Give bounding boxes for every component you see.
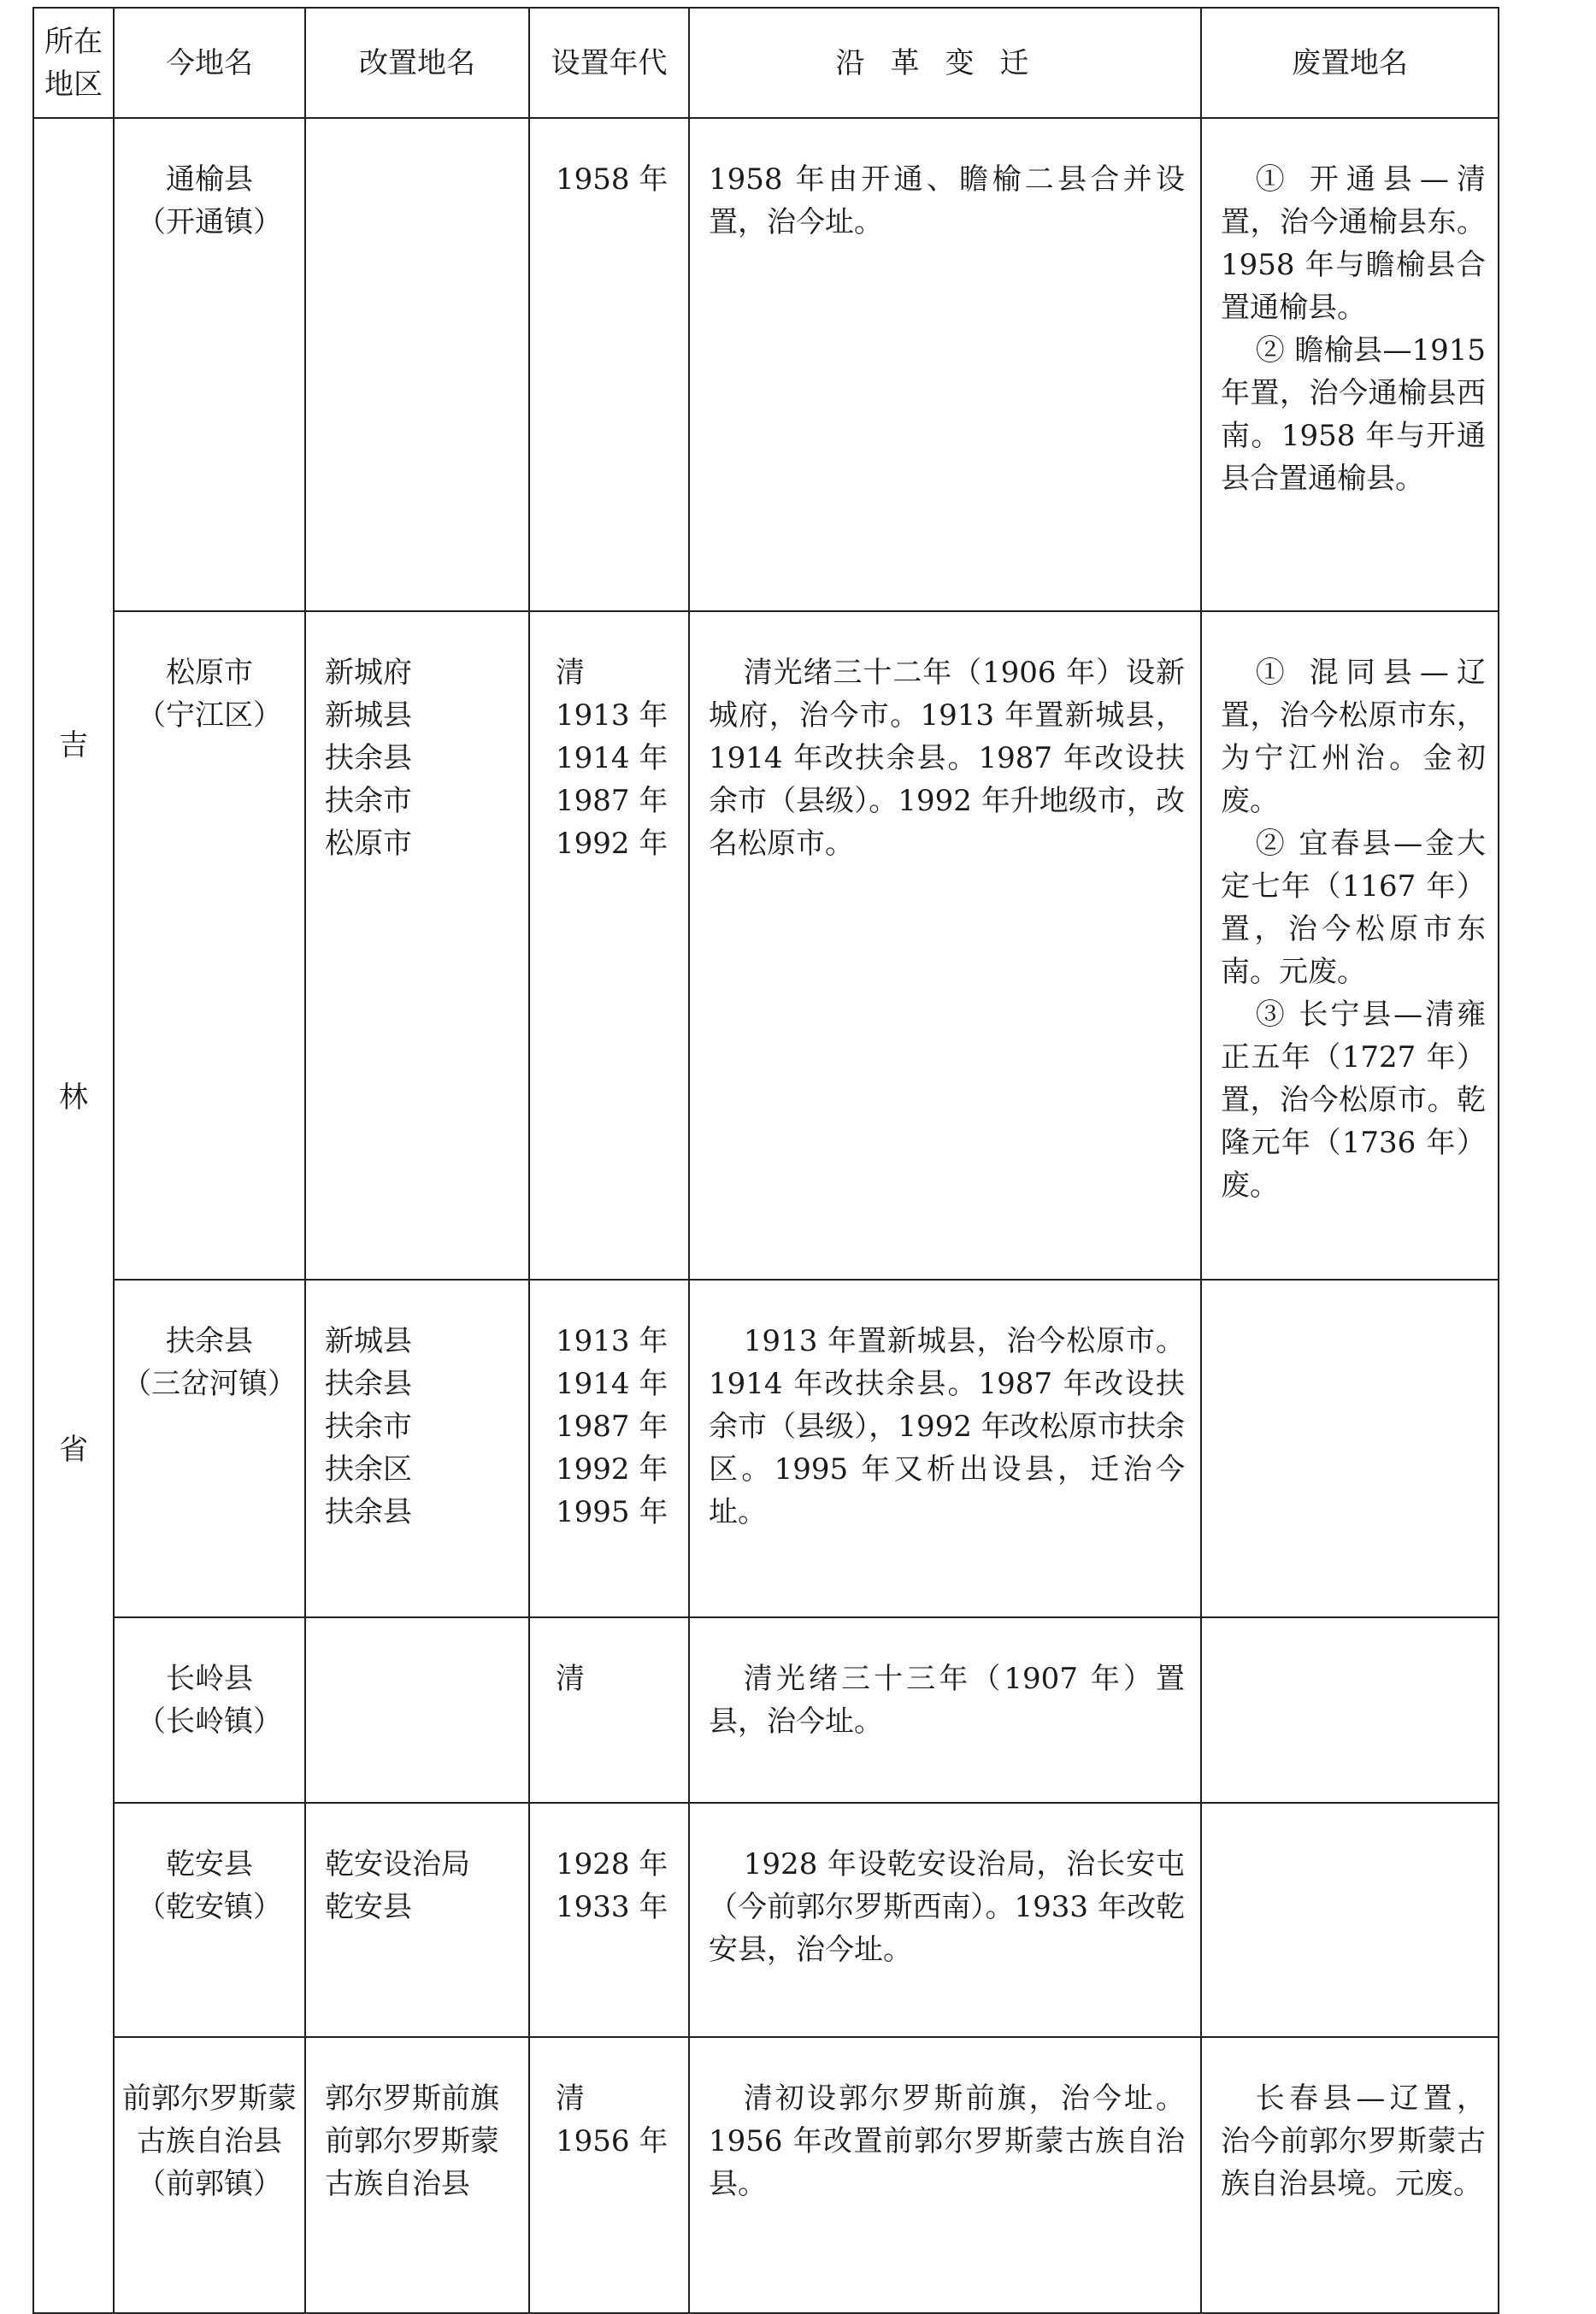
- table-row: [33, 611, 1499, 1280]
- year-cell: 清: [529, 1617, 689, 1803]
- changes-cell: [689, 118, 1201, 611]
- changes-text: 清光绪三十三年（1907 年）置县，治今址。: [709, 1662, 1185, 1739]
- header-current-name: 今地名: [114, 8, 305, 118]
- current-name-cell: [114, 1803, 305, 2037]
- place-seat: （长岭镇）: [137, 1705, 282, 1739]
- changes-cell: [689, 2037, 1201, 2313]
- current-name-cell: [114, 611, 305, 1280]
- renamed-cell: [305, 1617, 529, 1803]
- region-char: 省: [59, 1433, 88, 1467]
- changes-text: 1928 年设乾安设治局，治长安屯（今前郭尔罗斯西南）。1933 年改乾安县，治今址。: [709, 1847, 1185, 1967]
- table-row: [33, 1280, 1499, 1617]
- abolished-item: ② 瞻榆县—1915 年置，治今通榆县西南。1958 年与开通县合置通榆县。: [1221, 333, 1486, 496]
- place-seat: （三岔河镇）: [122, 1367, 297, 1401]
- abolished-item: ③ 长宁县—清雍正五年（1727 年）置，治今松原市。乾隆元年（1736 年）废。: [1221, 998, 1486, 1203]
- abolished-cell: [1201, 2037, 1499, 2313]
- changes-text: 清初设郭尔罗斯前旗，治今址。1956 年改置前郭尔罗斯蒙古族自治县。: [709, 2081, 1185, 2201]
- abolished-item: ② 宜春县—金大定七年（1167 年）置，治今松原市东南。元废。: [1221, 827, 1486, 989]
- abolished-cell: [1201, 1617, 1499, 1803]
- place-name: 松原市: [166, 656, 253, 690]
- header-renamed: 改置地名: [305, 8, 529, 118]
- year-cell: 1958 年: [529, 118, 689, 611]
- current-name-cell: [114, 2037, 305, 2313]
- table-row: [33, 1617, 1499, 1803]
- gazetteer-table: [32, 7, 1499, 2314]
- place-seat: （开通镇）: [137, 205, 282, 239]
- current-name-cell: [114, 1617, 305, 1803]
- changes-text: 1913 年置新城县，治今松原市。1914 年改扶余县。1987 年改设扶余市（县级），1992 年改松原市扶余区。1995 年又析出设县，迁治今址。: [709, 1324, 1185, 1529]
- abolished-cell: [1201, 118, 1499, 611]
- renamed-cell: 新城县 扶余县 扶余市 扶余区 扶余县: [305, 1280, 529, 1617]
- renamed-cell: 新城府 新城县 扶余县 扶余市 松原市: [305, 611, 529, 1280]
- header-changes: 沿革变迁: [689, 8, 1201, 118]
- header-year: 设置年代: [529, 8, 689, 118]
- place-name: 长岭县: [166, 1662, 253, 1696]
- abolished-item: 长春县—辽置，治今前郭尔罗斯蒙古族自治县境。元废。: [1221, 2081, 1486, 2201]
- place-name: 通榆县: [166, 162, 253, 197]
- table-row: [33, 2037, 1499, 2313]
- abolished-item: ① 开通县—清置，治今通榆县东。1958 年与瞻榆县合置通榆县。: [1221, 162, 1486, 325]
- renamed-cell: 郭尔罗斯前旗 前郭尔罗斯蒙古族自治县: [305, 2037, 529, 2313]
- place-name: 乾安县: [166, 1847, 253, 1881]
- changes-cell: [689, 1280, 1201, 1617]
- table-row: [33, 1803, 1499, 2037]
- renamed-cell: 乾安设治局 乾安县: [305, 1803, 529, 2037]
- place-seat: （乾安镇）: [137, 1890, 282, 1924]
- year-cell: 清 1956 年: [529, 2037, 689, 2313]
- table-row: [33, 118, 1499, 611]
- abolished-cell: [1201, 611, 1499, 1280]
- header-region: 所在地区: [33, 8, 114, 118]
- header-row: [33, 8, 1499, 118]
- place-seat: （前郭镇）: [137, 2167, 282, 2201]
- year-cell: 1928 年 1933 年: [529, 1803, 689, 2037]
- changes-cell: [689, 1617, 1201, 1803]
- changes-cell: [689, 1803, 1201, 2037]
- region-char: 吉: [59, 728, 88, 763]
- abolished-cell: [1201, 1803, 1499, 2037]
- changes-text: 清光绪三十二年（1906 年）设新城府，治今市。1913 年置新城县，1914 年改扶余县。1987 年改设扶余市（县级）。1992 年升地级市，改名松原市。: [709, 656, 1185, 861]
- year-cell: 1913 年 1914 年 1987 年 1992 年 1995 年: [529, 1280, 689, 1617]
- header-abolished: 废置地名: [1201, 8, 1499, 118]
- current-name-cell: [114, 118, 305, 611]
- year-cell: 清 1913 年 1914 年 1987 年 1992 年: [529, 611, 689, 1280]
- place-seat: （宁江区）: [137, 698, 282, 733]
- changes-cell: [689, 611, 1201, 1280]
- place-name: 前郭尔罗斯蒙古族自治县: [122, 2081, 297, 2158]
- region-char: 林: [59, 1080, 88, 1115]
- changes-text: 1958 年由开通、瞻榆二县合并设置，治今址。: [709, 162, 1185, 239]
- abolished-cell: [1201, 1280, 1499, 1617]
- place-name: 扶余县: [166, 1324, 253, 1358]
- region-cell: [33, 118, 114, 2313]
- abolished-item: ① 混同县—辽置，治今松原市东，为宁江州治。金初废。: [1221, 656, 1486, 818]
- current-name-cell: [114, 1280, 305, 1617]
- renamed-cell: [305, 118, 529, 611]
